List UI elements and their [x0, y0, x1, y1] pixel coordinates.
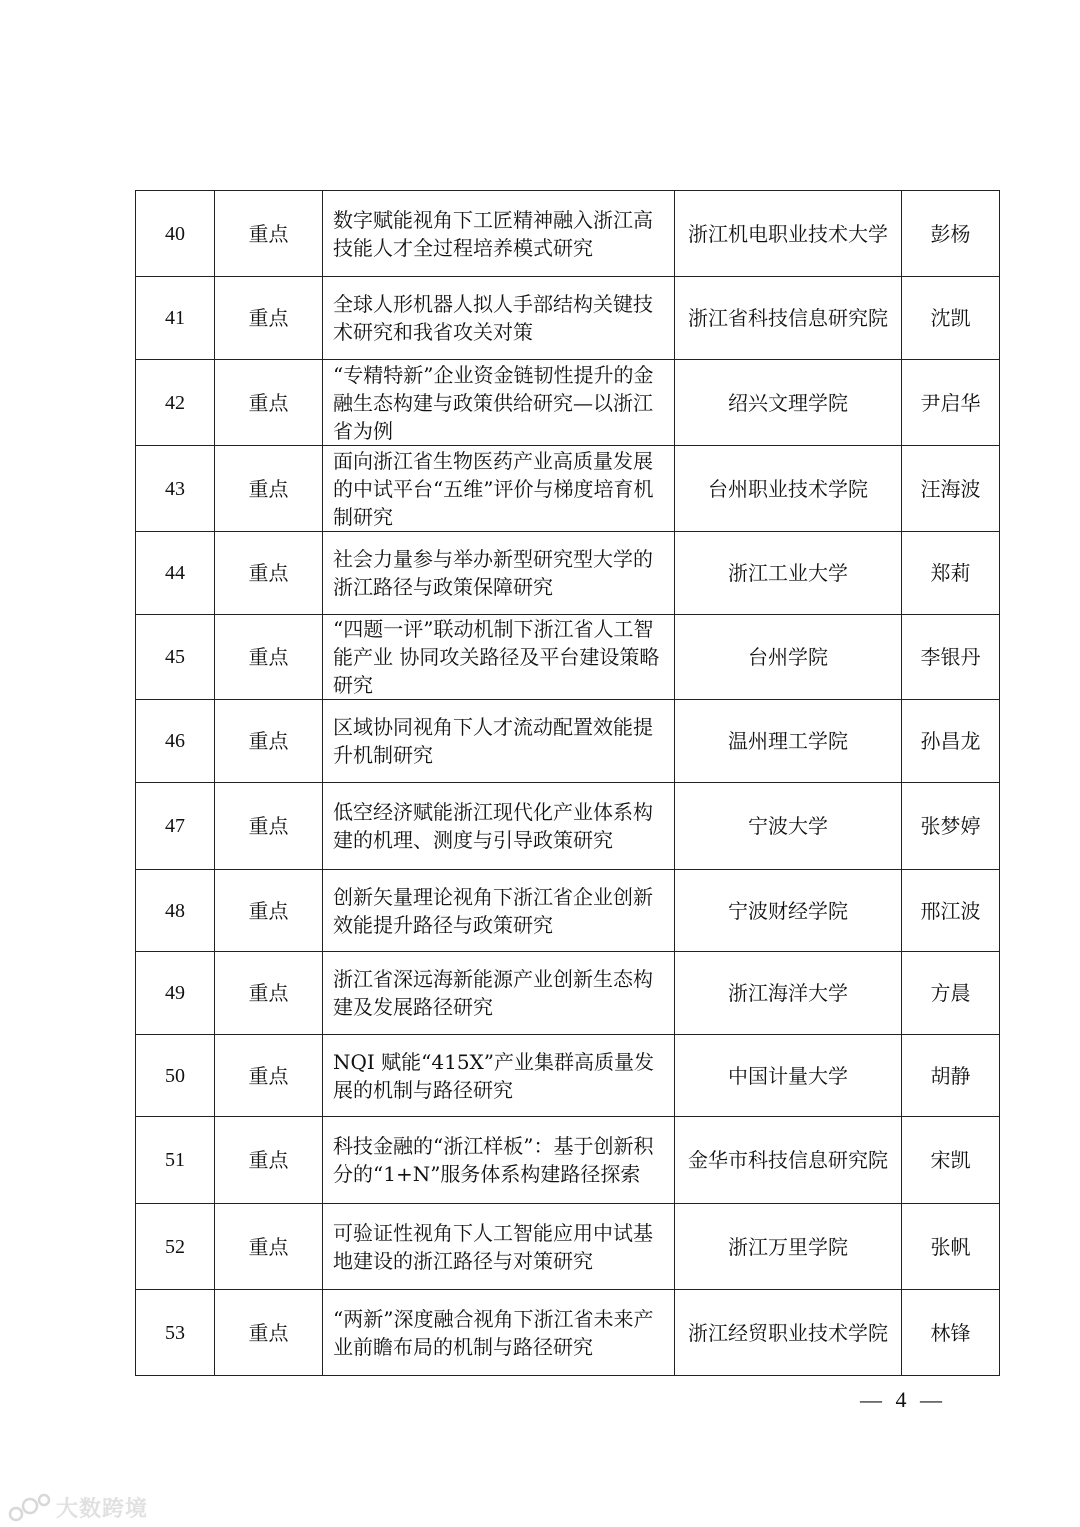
cell-level: 重点 [215, 700, 323, 783]
cell-unit: 中国计量大学 [675, 1035, 902, 1117]
cell-title: 数字赋能视角下工匠精神融入浙江高技能人才全过程培养模式研究 [323, 191, 675, 277]
cell-level: 重点 [215, 360, 323, 446]
cell-number: 42 [136, 360, 215, 446]
cell-lead: 彭杨 [902, 191, 1000, 277]
cell-lead: 沈凯 [902, 277, 1000, 360]
cell-level: 重点 [215, 615, 323, 700]
cell-number: 50 [136, 1035, 215, 1117]
cell-title: 科技金融的“浙江样板”：基于创新积分的“1+N”服务体系构建路径探索 [323, 1117, 675, 1204]
project-table-body [136, 191, 1000, 1376]
cell-level: 重点 [215, 870, 323, 952]
table-row [136, 446, 1000, 532]
cell-lead: 邢江波 [902, 870, 1000, 952]
watermark [8, 1490, 148, 1524]
table-row [136, 615, 1000, 700]
cell-number: 41 [136, 277, 215, 360]
cell-unit: 浙江海洋大学 [675, 952, 902, 1035]
cell-number: 53 [136, 1290, 215, 1376]
cell-lead: 宋凯 [902, 1117, 1000, 1204]
cell-lead: 李银丹 [902, 615, 1000, 700]
cell-number: 43 [136, 446, 215, 532]
table-row [136, 1117, 1000, 1204]
cell-level: 重点 [215, 1035, 323, 1117]
cell-lead: 孙昌龙 [902, 700, 1000, 783]
cell-lead: 胡静 [902, 1035, 1000, 1117]
sparkle-logo-icon [8, 1492, 52, 1522]
cell-title: 可验证性视角下人工智能应用中试基地建设的浙江路径与对策研究 [323, 1204, 675, 1290]
project-table [135, 190, 1000, 1376]
cell-level: 重点 [215, 1117, 323, 1204]
cell-title: 浙江省深远海新能源产业创新生态构建及发展路径研究 [323, 952, 675, 1035]
cell-unit: 浙江经贸职业技术学院 [675, 1290, 902, 1376]
cell-title: 低空经济赋能浙江现代化产业体系构建的机理、测度与引导政策研究 [323, 783, 675, 870]
cell-lead: 郑莉 [902, 532, 1000, 615]
cell-level: 重点 [215, 277, 323, 360]
table-row [136, 277, 1000, 360]
cell-title: “专精特新”企业资金链韧性提升的金融生态构建与政策供给研究—以浙江省为例 [323, 360, 675, 446]
cell-unit: 宁波财经学院 [675, 870, 902, 952]
cell-number: 48 [136, 870, 215, 952]
cell-level: 重点 [215, 783, 323, 870]
cell-number: 52 [136, 1204, 215, 1290]
cell-title: “两新”深度融合视角下浙江省未来产业前瞻布局的机制与路径研究 [323, 1290, 675, 1376]
cell-unit: 浙江工业大学 [675, 532, 902, 615]
cell-unit: 绍兴文理学院 [675, 360, 902, 446]
cell-title: NQI 赋能“415X”产业集群高质量发展的机制与路径研究 [323, 1035, 675, 1117]
table-row [136, 870, 1000, 952]
cell-number: 51 [136, 1117, 215, 1204]
cell-unit: 浙江机电职业技术大学 [675, 191, 902, 277]
table-row [136, 1035, 1000, 1117]
cell-title: 全球人形机器人拟人手部结构关键技术研究和我省攻关对策 [323, 277, 675, 360]
watermark-text: 大数跨境 [56, 1496, 149, 1522]
cell-level: 重点 [215, 191, 323, 277]
cell-level: 重点 [215, 952, 323, 1035]
cell-lead: 方晨 [902, 952, 1000, 1035]
cell-lead: 汪海波 [902, 446, 1000, 532]
table-row [136, 1290, 1000, 1376]
cell-title: “四题一评”联动机制下浙江省人工智能产业 协同攻关路径及平台建设策略研究 [323, 615, 675, 700]
table-row [136, 783, 1000, 870]
cell-unit: 温州理工学院 [675, 700, 902, 783]
page-number: — 4 — [860, 1387, 946, 1412]
cell-lead: 张帆 [902, 1204, 1000, 1290]
cell-unit: 浙江省科技信息研究院 [675, 277, 902, 360]
table-row [136, 1204, 1000, 1290]
cell-number: 44 [136, 532, 215, 615]
cell-title: 社会力量参与举办新型研究型大学的浙江路径与政策保障研究 [323, 532, 675, 615]
table-row [136, 952, 1000, 1035]
cell-number: 49 [136, 952, 215, 1035]
cell-lead: 尹启华 [902, 360, 1000, 446]
cell-lead: 林锋 [902, 1290, 1000, 1376]
cell-level: 重点 [215, 446, 323, 532]
cell-level: 重点 [215, 1290, 323, 1376]
cell-number: 47 [136, 783, 215, 870]
cell-number: 40 [136, 191, 215, 277]
cell-unit: 宁波大学 [675, 783, 902, 870]
cell-unit: 台州职业技术学院 [675, 446, 902, 532]
cell-title: 创新矢量理论视角下浙江省企业创新效能提升路径与政策研究 [323, 870, 675, 952]
cell-unit: 浙江万里学院 [675, 1204, 902, 1290]
table-row [136, 191, 1000, 277]
cell-number: 45 [136, 615, 215, 700]
table-row [136, 700, 1000, 783]
cell-unit: 台州学院 [675, 615, 902, 700]
table-row [136, 360, 1000, 446]
cell-number: 46 [136, 700, 215, 783]
cell-title: 区域协同视角下人才流动配置效能提升机制研究 [323, 700, 675, 783]
cell-lead: 张梦婷 [902, 783, 1000, 870]
cell-title: 面向浙江省生物医药产业高质量发展的中试平台“五维”评价与梯度培育机制研究 [323, 446, 675, 532]
cell-unit: 金华市科技信息研究院 [675, 1117, 902, 1204]
table-row [136, 532, 1000, 615]
cell-level: 重点 [215, 1204, 323, 1290]
cell-level: 重点 [215, 532, 323, 615]
